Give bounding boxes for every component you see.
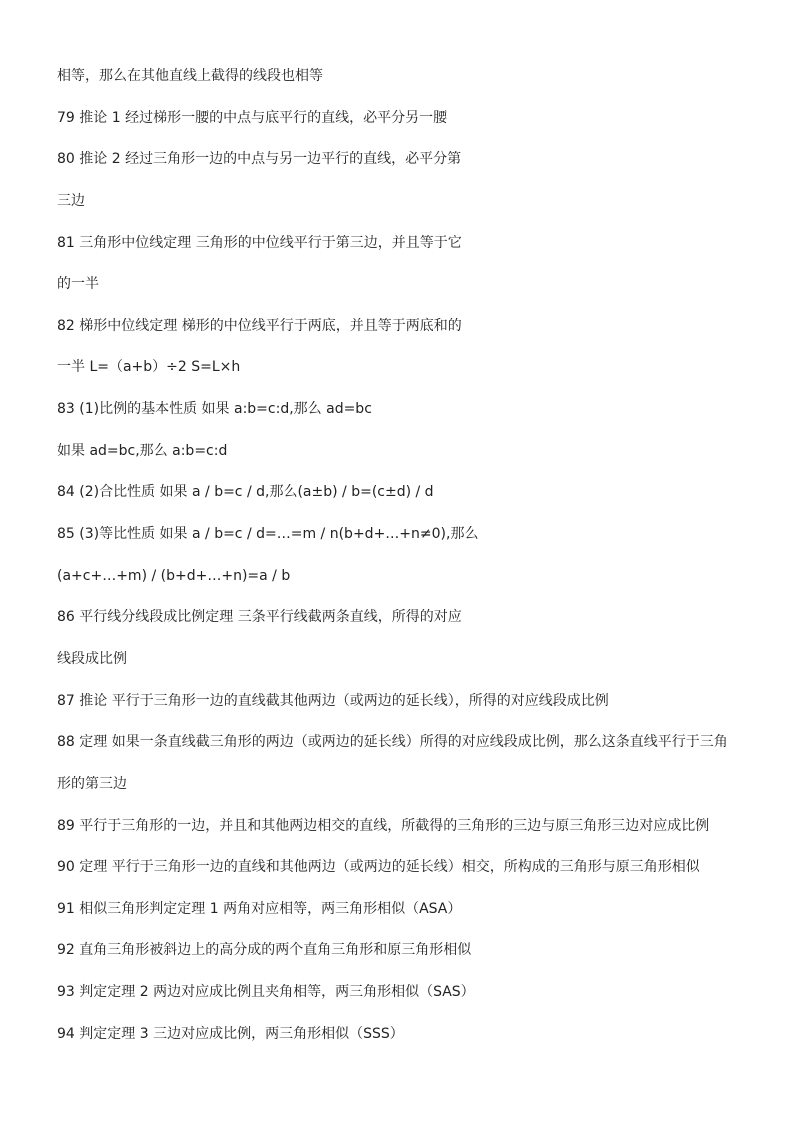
text-line: 84 (2)合比性质 如果 a / b=c / d,那么(a±b) / b=(c±d) / d bbox=[57, 484, 434, 501]
text-line: 85 (3)等比性质 如果 a / b=c / d=…=m / n(b+d+…+n≠0),那么 bbox=[57, 526, 479, 543]
text-line: 87 推论 平行于三角形一边的直线截其他两边（或两边的延长线），所得的对应线段成比例 bbox=[57, 692, 609, 709]
document-page bbox=[57, 56, 753, 1055]
text-line: 83 (1)比例的基本性质 如果 a:b=c:d,那么 ad=bc bbox=[57, 401, 372, 418]
text-line: 89 平行于三角形的一边，并且和其他两边相交的直线，所截得的三角形的三边与原三角形三边对应成比例 bbox=[57, 817, 710, 834]
text-line: 93 判定定理 2 两边对应成比例且夹角相等，两三角形相似（SAS） bbox=[57, 984, 475, 1001]
text-line: 81 三角形中位线定理 三角形的中位线平行于第三边，并且等于它 bbox=[57, 234, 462, 251]
text-line: 相等，那么在其他直线上截得的线段也相等 bbox=[57, 68, 323, 84]
text-line: 80 推论 2 经过三角形一边的中点与另一边平行的直线，必平分第 bbox=[57, 151, 462, 168]
text-line: 如果 ad=bc,那么 a:b=c:d bbox=[57, 442, 228, 459]
text-line: 90 定理 平行于三角形一边的直线和其他两边（或两边的延长线）相交，所构成的三角形与原三角形相似 bbox=[57, 859, 700, 876]
text-line: 线段成比例 bbox=[57, 650, 127, 667]
text-line: (a+c+…+m) / (b+d+…+n)=a / b bbox=[57, 567, 291, 584]
text-line: 92 直角三角形被斜边上的高分成的两个直角三角形和原三角形相似 bbox=[57, 942, 472, 959]
text-line: 三边 bbox=[57, 192, 85, 209]
text-line: 91 相似三角形判定定理 1 两角对应相等，两三角形相似（ASA） bbox=[57, 900, 462, 917]
text-line: 82 梯形中位线定理 梯形的中位线平行于两底，并且等于两底和的 bbox=[57, 317, 462, 334]
text-line: 88 定理 如果一条直线截三角形的两边（或两边的延长线）所得的对应线段成比例，那么这条直线平行于三角 bbox=[57, 734, 728, 751]
text-line: 形的第三边 bbox=[57, 775, 127, 792]
text-line: 一半 L=（a+b）÷2 S=L×h bbox=[57, 359, 241, 376]
text-line: 86 平行线分线段成比例定理 三条平行线截两条直线，所得的对应 bbox=[57, 609, 462, 626]
text-line: 79 推论 1 经过梯形一腰的中点与底平行的直线，必平分另一腰 bbox=[57, 109, 448, 126]
text-line: 的一半 bbox=[57, 276, 99, 293]
text-line: 94 判定定理 3 三边对应成比例，两三角形相似（SSS） bbox=[57, 1025, 404, 1042]
